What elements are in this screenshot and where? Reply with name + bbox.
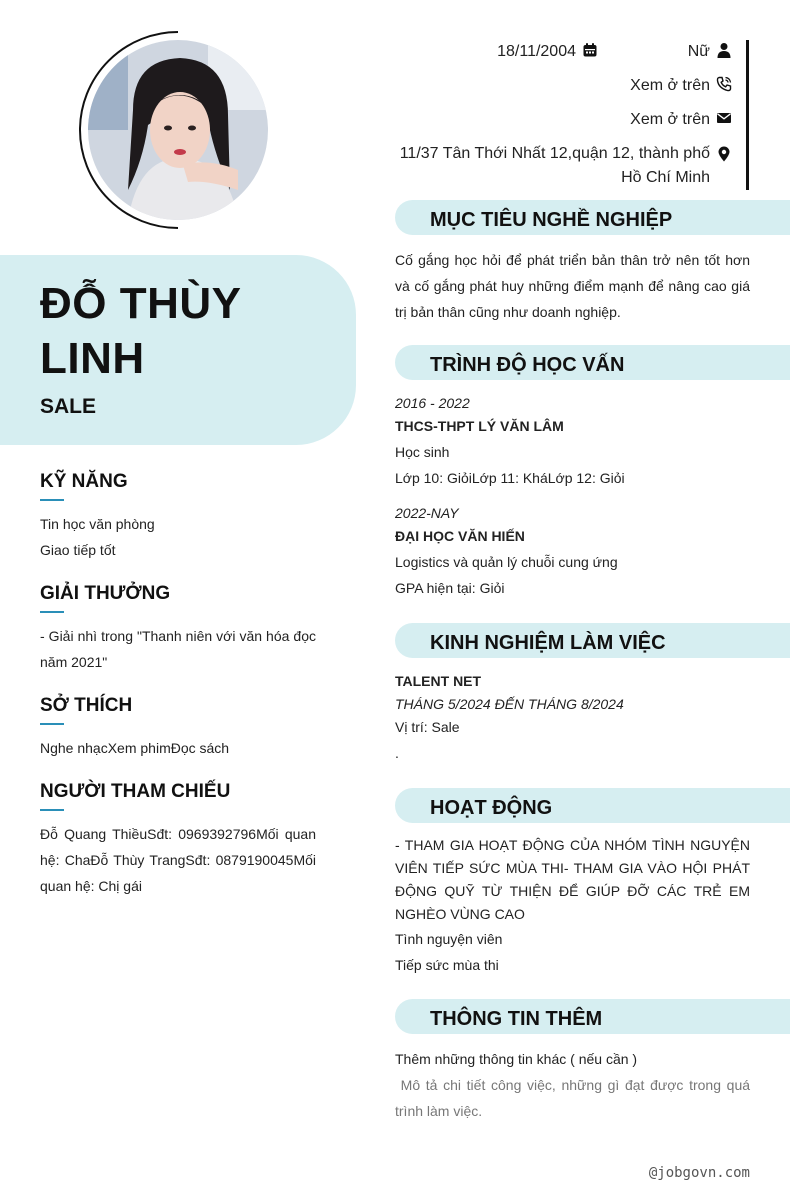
education-period: 2016 - 2022 xyxy=(395,395,470,411)
calendar-icon xyxy=(582,42,598,58)
address-text: 11/37 Tân Thới Nhất 12,quận 12, thành phố Hồ Chí Minh xyxy=(399,145,710,186)
skill-item: Giao tiếp tốt xyxy=(40,542,116,558)
objective-section xyxy=(395,247,750,325)
address-info xyxy=(398,142,732,190)
avatar xyxy=(88,40,268,220)
contact-divider xyxy=(746,40,749,190)
envelope-icon xyxy=(716,110,732,126)
map-pin-icon xyxy=(716,146,732,162)
education-entry xyxy=(395,503,750,601)
birthday-text: 18/11/2004 xyxy=(497,43,576,60)
experience-period: THÁNG 5/2024 ĐẾN THÁNG 8/2024 xyxy=(395,696,624,712)
skills-title: KỸ NĂNG xyxy=(40,471,128,492)
birthday-info xyxy=(440,40,598,64)
objective-text: Cố gắng học hỏi để phát triển bản thân trở nên tốt hơn và cố gắng phát huy những điểm mạnh để nâng cao giá trị bản thân cũng như doanh nghiệp. xyxy=(395,252,750,320)
extra-section xyxy=(395,1046,754,1124)
activities-section xyxy=(395,834,750,978)
education-line: Logistics và quản lý chuỗi cung ứng xyxy=(395,554,618,570)
references-section xyxy=(40,780,316,899)
education-section xyxy=(395,393,750,601)
email-text: Xem ở trên xyxy=(630,111,710,128)
hobbies-section xyxy=(40,694,316,761)
experience-position: Vị trí: Sale xyxy=(395,719,460,735)
section-underline xyxy=(40,723,64,725)
education-period: 2022-NAY xyxy=(395,505,459,521)
gender-info xyxy=(640,40,732,64)
references-title: NGƯỜI THAM CHIẾU xyxy=(40,781,231,802)
experience-section xyxy=(395,668,750,766)
phone-info xyxy=(540,74,732,98)
hobbies-title: SỞ THÍCH xyxy=(40,695,133,716)
section-underline xyxy=(40,499,64,501)
activities-text: - THAM GIA HOẠT ĐỘNG CỦA NHÓM TÌNH NGUYỆN VIÊN TIẾP SỨC MÙA THI- THAM GIA VÀO HỘI PHÁT ĐỘNG QUỸ TỪ THIỆN ĐỂ GIÚP ĐỠ CÁC TRẺ EM NGHÈO VÙNG CAO xyxy=(395,837,750,922)
candidate-name: ĐỖ THÙY LINH xyxy=(40,279,241,383)
experience-company: TALENT NET xyxy=(395,673,482,689)
extra-title: THÔNG TIN THÊM xyxy=(430,1008,603,1030)
gender-text: Nữ xyxy=(687,43,710,60)
awards-section xyxy=(40,582,316,675)
skills-section xyxy=(40,470,316,563)
education-school: ĐẠI HỌC VĂN HIẾN xyxy=(395,528,525,544)
watermark: @jobgovn.com xyxy=(648,1165,750,1181)
activities-line: Tiếp sức mùa thi xyxy=(395,957,499,973)
user-icon xyxy=(716,42,732,58)
phone-icon xyxy=(716,76,732,92)
experience-title: KINH NGHIỆM LÀM VIỆC xyxy=(430,632,666,654)
references-text: Đỗ Quang ThiềuSđt: 0969392796Mối quan hệ: ChaĐỗ Thùy TrangSđt: 0879190045Mối quan hệ: Chị gái xyxy=(40,826,316,894)
section-underline xyxy=(40,611,64,613)
avatar-frame xyxy=(78,30,278,230)
activities-line: Tình nguyện viên xyxy=(395,931,503,947)
objective-title: MỤC TIÊU NGHỀ NGHIỆP xyxy=(430,209,673,231)
extra-line: Thêm những thông tin khác ( nếu cần ) xyxy=(395,1051,638,1067)
email-info xyxy=(540,108,732,132)
experience-note: . xyxy=(395,745,399,761)
awards-title: GIẢI THƯỞNG xyxy=(40,583,171,604)
hobbies-text: Nghe nhạcXem phimĐọc sách xyxy=(40,740,230,756)
education-title: TRÌNH ĐỘ HỌC VẤN xyxy=(430,354,625,376)
extra-description: Mô tả chi tiết công việc, những gì đạt được trong quá trình làm việc. xyxy=(395,1077,754,1119)
phone-text: Xem ở trên xyxy=(630,77,710,94)
profile-photo xyxy=(88,40,268,220)
education-line: Học sinh xyxy=(395,444,450,460)
candidate-role: SALE xyxy=(40,395,97,418)
skill-item: Tin học văn phòng xyxy=(40,516,155,532)
award-text: - Giải nhì trong "Thanh niên với văn hóa đọc năm 2021" xyxy=(40,628,316,670)
activities-title: HOẠT ĐỘNG xyxy=(430,797,553,819)
education-school: THCS-THPT LÝ VĂN LÂM xyxy=(395,418,564,434)
education-entry xyxy=(395,393,750,491)
education-line: GPA hiện tại: Giỏi xyxy=(395,580,505,596)
section-underline xyxy=(40,809,64,811)
education-line: Lớp 10: GiỏiLớp 11: KháLớp 12: Giỏi xyxy=(395,470,625,486)
